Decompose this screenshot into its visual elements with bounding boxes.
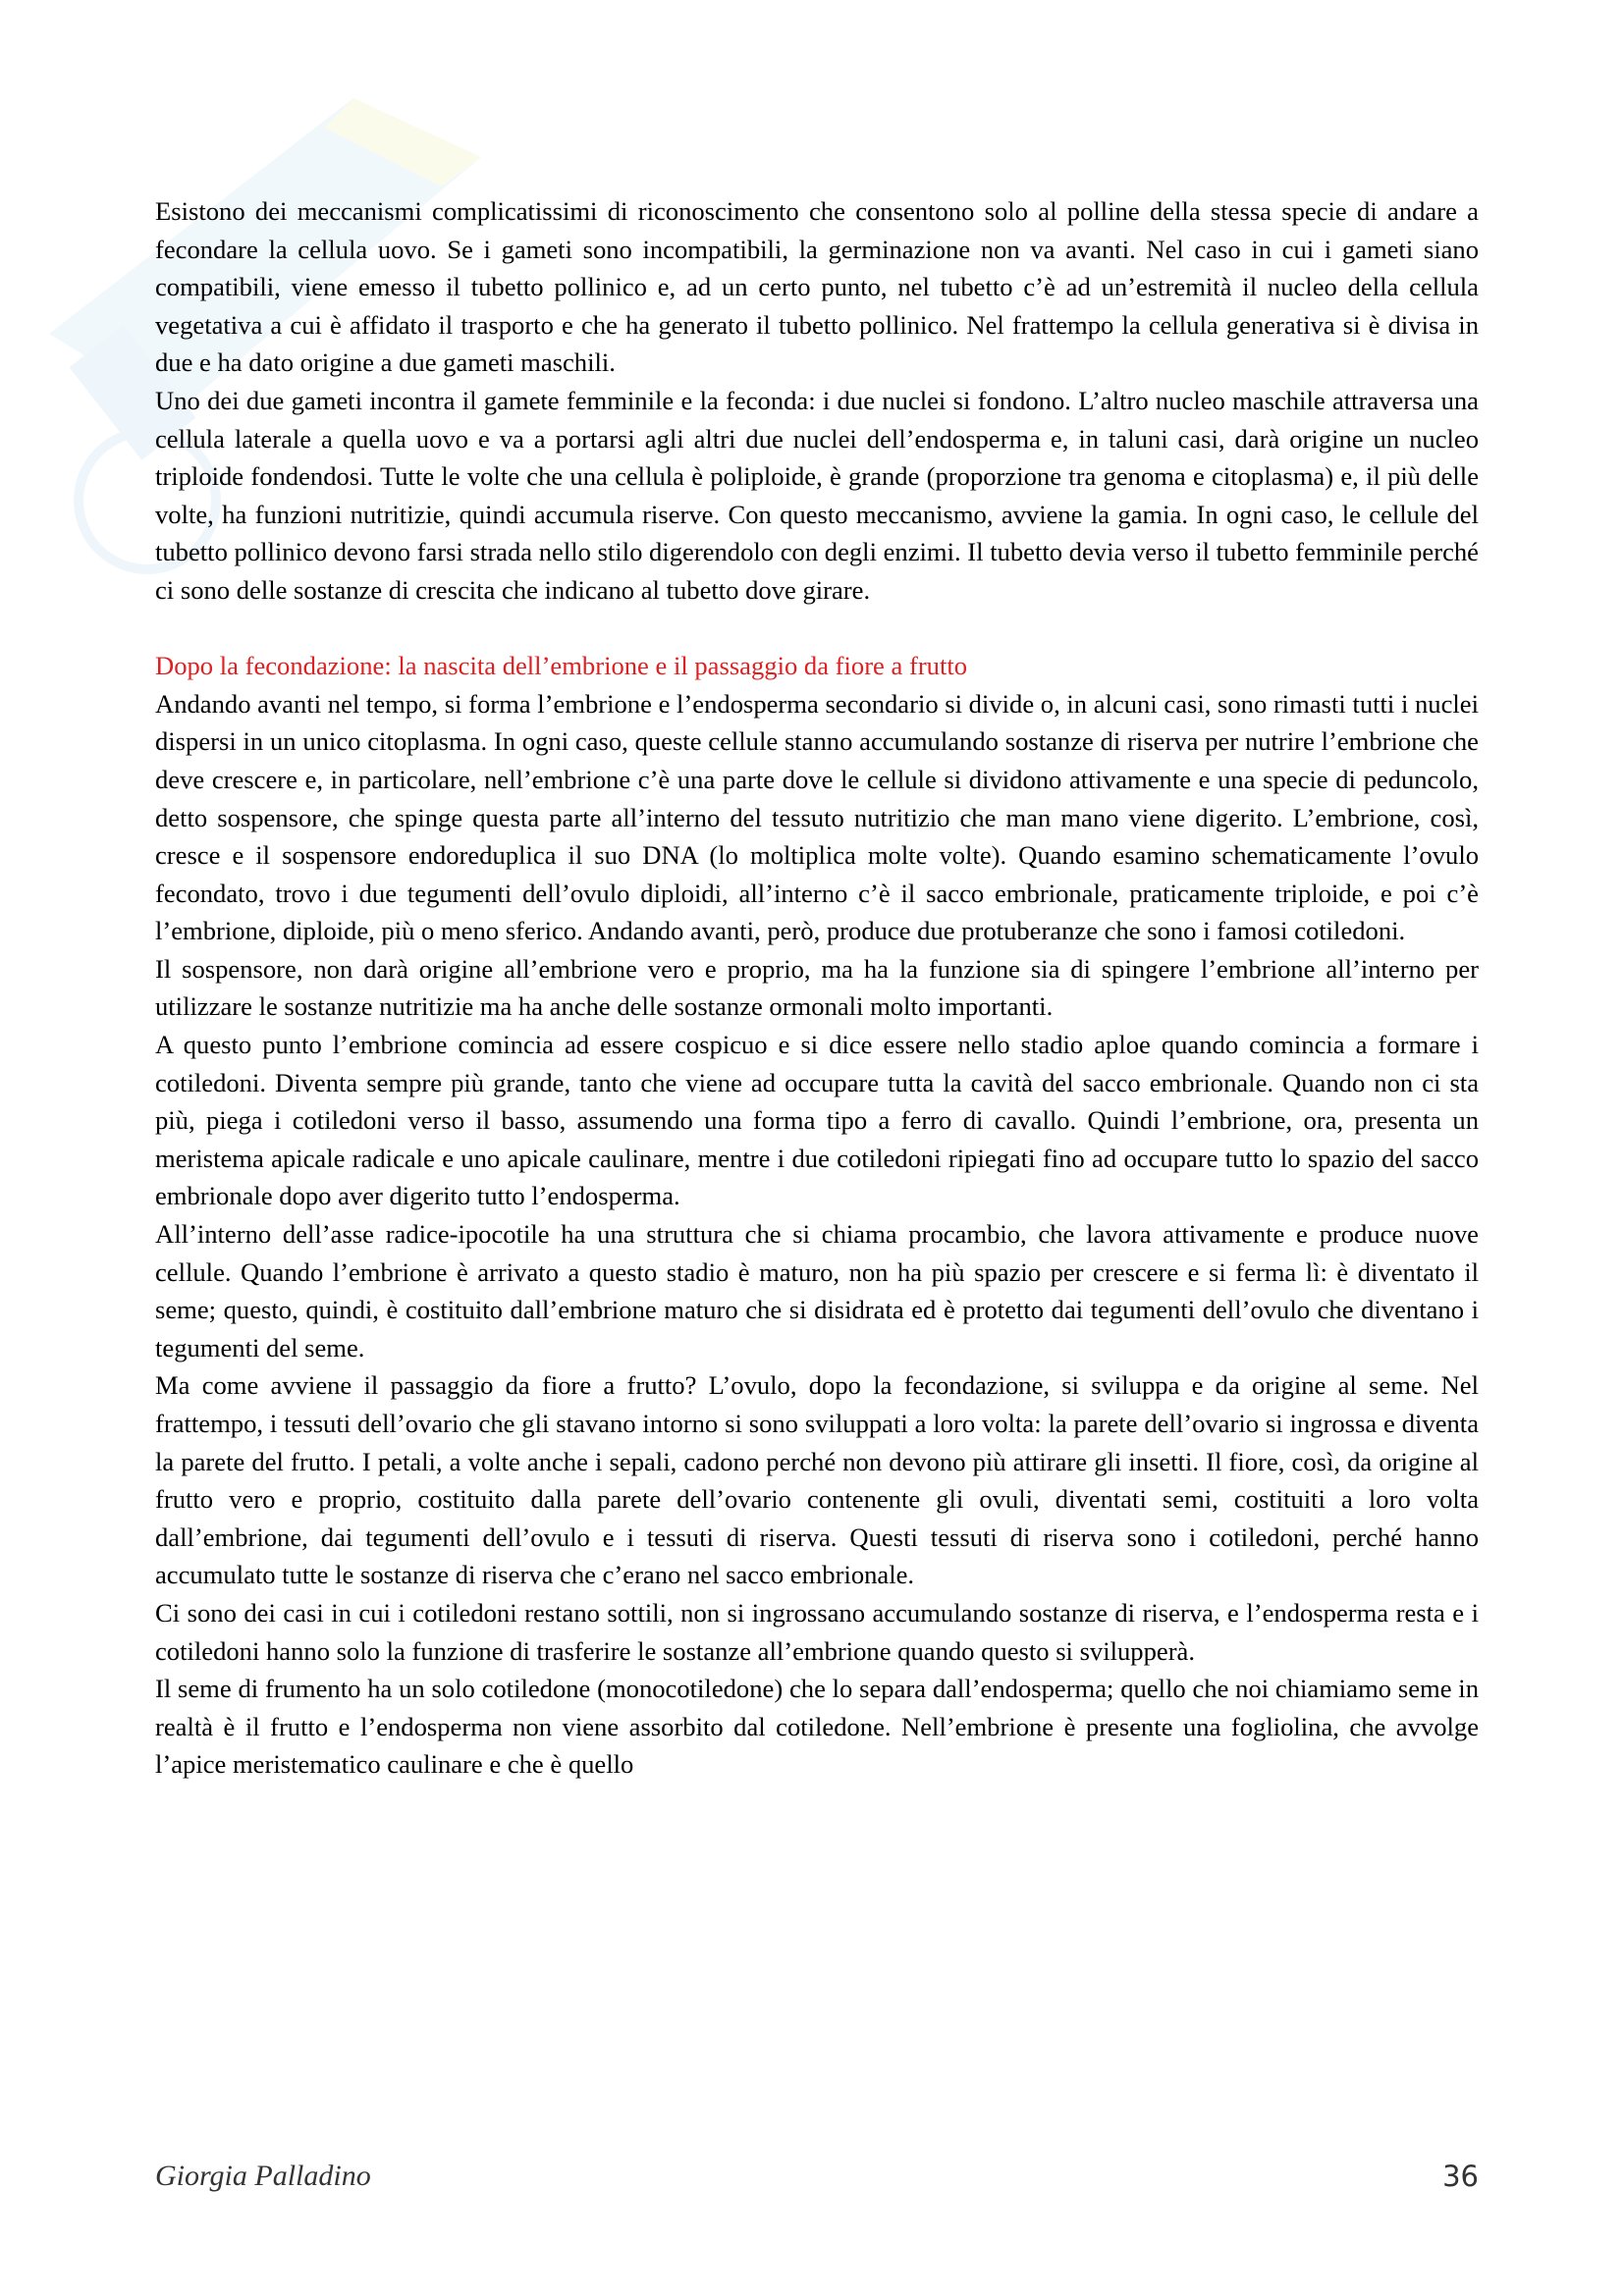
footer-author: Giorgia Palladino	[155, 2160, 371, 2192]
paragraph: Il seme di frumento ha un solo cotiledone (monocotiledone) che lo separa dall’endosperma; quello che noi chiamiamo seme in realtà è il frutto e l’endosperma non viene assorbito dal cotiledone. Nell’embrione è presente una fogliolina, che avvolge l’apice meristematico caulinare e che è quello	[155, 1674, 1479, 1780]
paragraph-spacer	[155, 610, 1479, 648]
page-number: 36	[1442, 2160, 1479, 2193]
paragraph: Andando avanti nel tempo, si forma l’embrione e l’endosperma secondario si divide o, in alcuni casi, sono rimasti tutti i nuclei dispersi in un unico citoplasma. In ogni caso, queste cellule stanno accumulando sostanze di riserva per nutrire l’embrione che deve crescere e, in particolare, nell’embrione c’è una parte dove le cellule si dividono attivamente e una specie di peduncolo, detto sospensore, che spinge questa parte all’interno del tessuto nutritizio che man mano viene digerito. L’embrione, così, cresce e il sospensore endoreduplica il suo DNA (lo moltiplica molte volte). Quando esamino schematicamente l’ovulo fecondato, trovo i due tegumenti dell’ovulo diploidi, all’interno c’è il sacco embrionale, praticamente triploide, e poi c’è l’embrione, diploide, più o meno sferico. Andando avanti, però, produce due protuberanze che sono i famosi cotiledoni.	[155, 688, 1479, 946]
paragraph: Ci sono dei casi in cui i cotiledoni restano sottili, non si ingrossano accumulando sostanze di riserva, e l’endosperma resta e i cotiledoni hanno solo la funzione di trasferire le sostanze all’embrione quando questo si svilupperà.	[155, 1597, 1479, 1666]
paragraph: Ma come avviene il passaggio da fiore a frutto? L’ovulo, dopo la fecondazione, si sviluppa e da origine al seme. Nel frattempo, i tessuti dell’ovario che gli stavano intorno si sono sviluppati a loro volta: la parete dell’ovario si ingrossa e diventa la parete del frutto. I petali, a volte anche i sepali, cadono perché non devono più attirare gli insetti. Il fiore, così, da origine al frutto vero e proprio, costituito dalla parete dell’ovario contenente gli ovuli, diventati semi, costituiti a loro volta dall’embrione, dai tegumenti dell’ovulo e i tessuti di riserva. Questi tessuti di riserva sono i cotiledoni, perché hanno accumulato tutte le sostanze di riserva che c’erano nel sacco embrionale.	[155, 1370, 1479, 1590]
section-heading: Dopo la fecondazione: la nascita dell’embrione e il passaggio da fiore a frutto	[155, 651, 968, 681]
document-body	[155, 192, 1479, 1784]
paragraph: Il sospensore, non darà origine all’embrione vero e proprio, ma ha la funzione sia di spingere l’embrione all’interno per utilizzare le sostanze nutritizie ma ha anche delle sostanze ormonali molto importanti.	[155, 953, 1479, 1022]
paragraph: Uno dei due gameti incontra il gamete femminile e la feconda: i due nuclei si fondono. L’altro nucleo maschile attraversa una cellula laterale a quella uovo e va a portarsi agli altri due nuclei dell’endosperma e, in taluni casi, darà origine un nucleo triploide fondendosi. Tutte le volte che una cellula è poliploide, è grande (proporzione tra genoma e citoplasma) e, il più delle volte, ha funzioni nutritizie, quindi accumula riserve. Con questo meccanismo, avviene la gamia. In ogni caso, le cellule del tubetto pollinico devono farsi strada nello stilo digerendolo con degli enzimi. Il tubetto devia verso il tubetto femminile perché ci sono delle sostanze di crescita che indicano al tubetto dove girare.	[155, 385, 1479, 605]
paragraph: All’interno dell’asse radice-ipocotile ha una struttura che si chiama procambio, che lavora attivamente e produce nuove cellule. Quando l’embrione è arrivato a questo stadio è maturo, non ha più spazio per crescere e si ferma lì: è diventato il seme; questo, quindi, è costituito dall’embrione maturo che si disidrata ed è protetto dai tegumenti dell’ovulo che diventano i tegumenti del seme.	[155, 1219, 1479, 1362]
paragraph: Esistono dei meccanismi complicatissimi di riconoscimento che consentono solo al polline della stessa specie di andare a fecondare la cellula uovo. Se i gameti sono incompatibili, la germinazione non va avanti. Nel caso in cui i gameti siano compatibili, viene emesso il tubetto pollinico e, ad un certo punto, nel tubetto c’è ad un’estremità il nucleo della cellula vegetativa a cui è affidato il trasporto e che ha generato il tubetto pollinico. Nel frattempo la cellula generativa si è divisa in due e ha dato origine a due gameti maschili.	[155, 196, 1479, 378]
watermark-ribbon-highlight	[324, 98, 481, 187]
paragraph: A questo punto l’embrione comincia ad essere cospicuo e si dice essere nello stadio aploe quando comincia a formare i cotiledoni. Diventa sempre più grande, tanto che viene ad occupare tutta la cavità del sacco embrionale. Quando non ci sta più, piega i cotiledoni verso il basso, assumendo una forma tipo a ferro di cavallo. Quindi l’embrione, ora, presenta un meristema apicale radicale e uno apicale caulinare, mentre i due cotiledoni ripiegati fino ad occupare tutto lo spazio del sacco embrionale dopo aver digerito tutto l’endosperma.	[155, 1030, 1479, 1211]
